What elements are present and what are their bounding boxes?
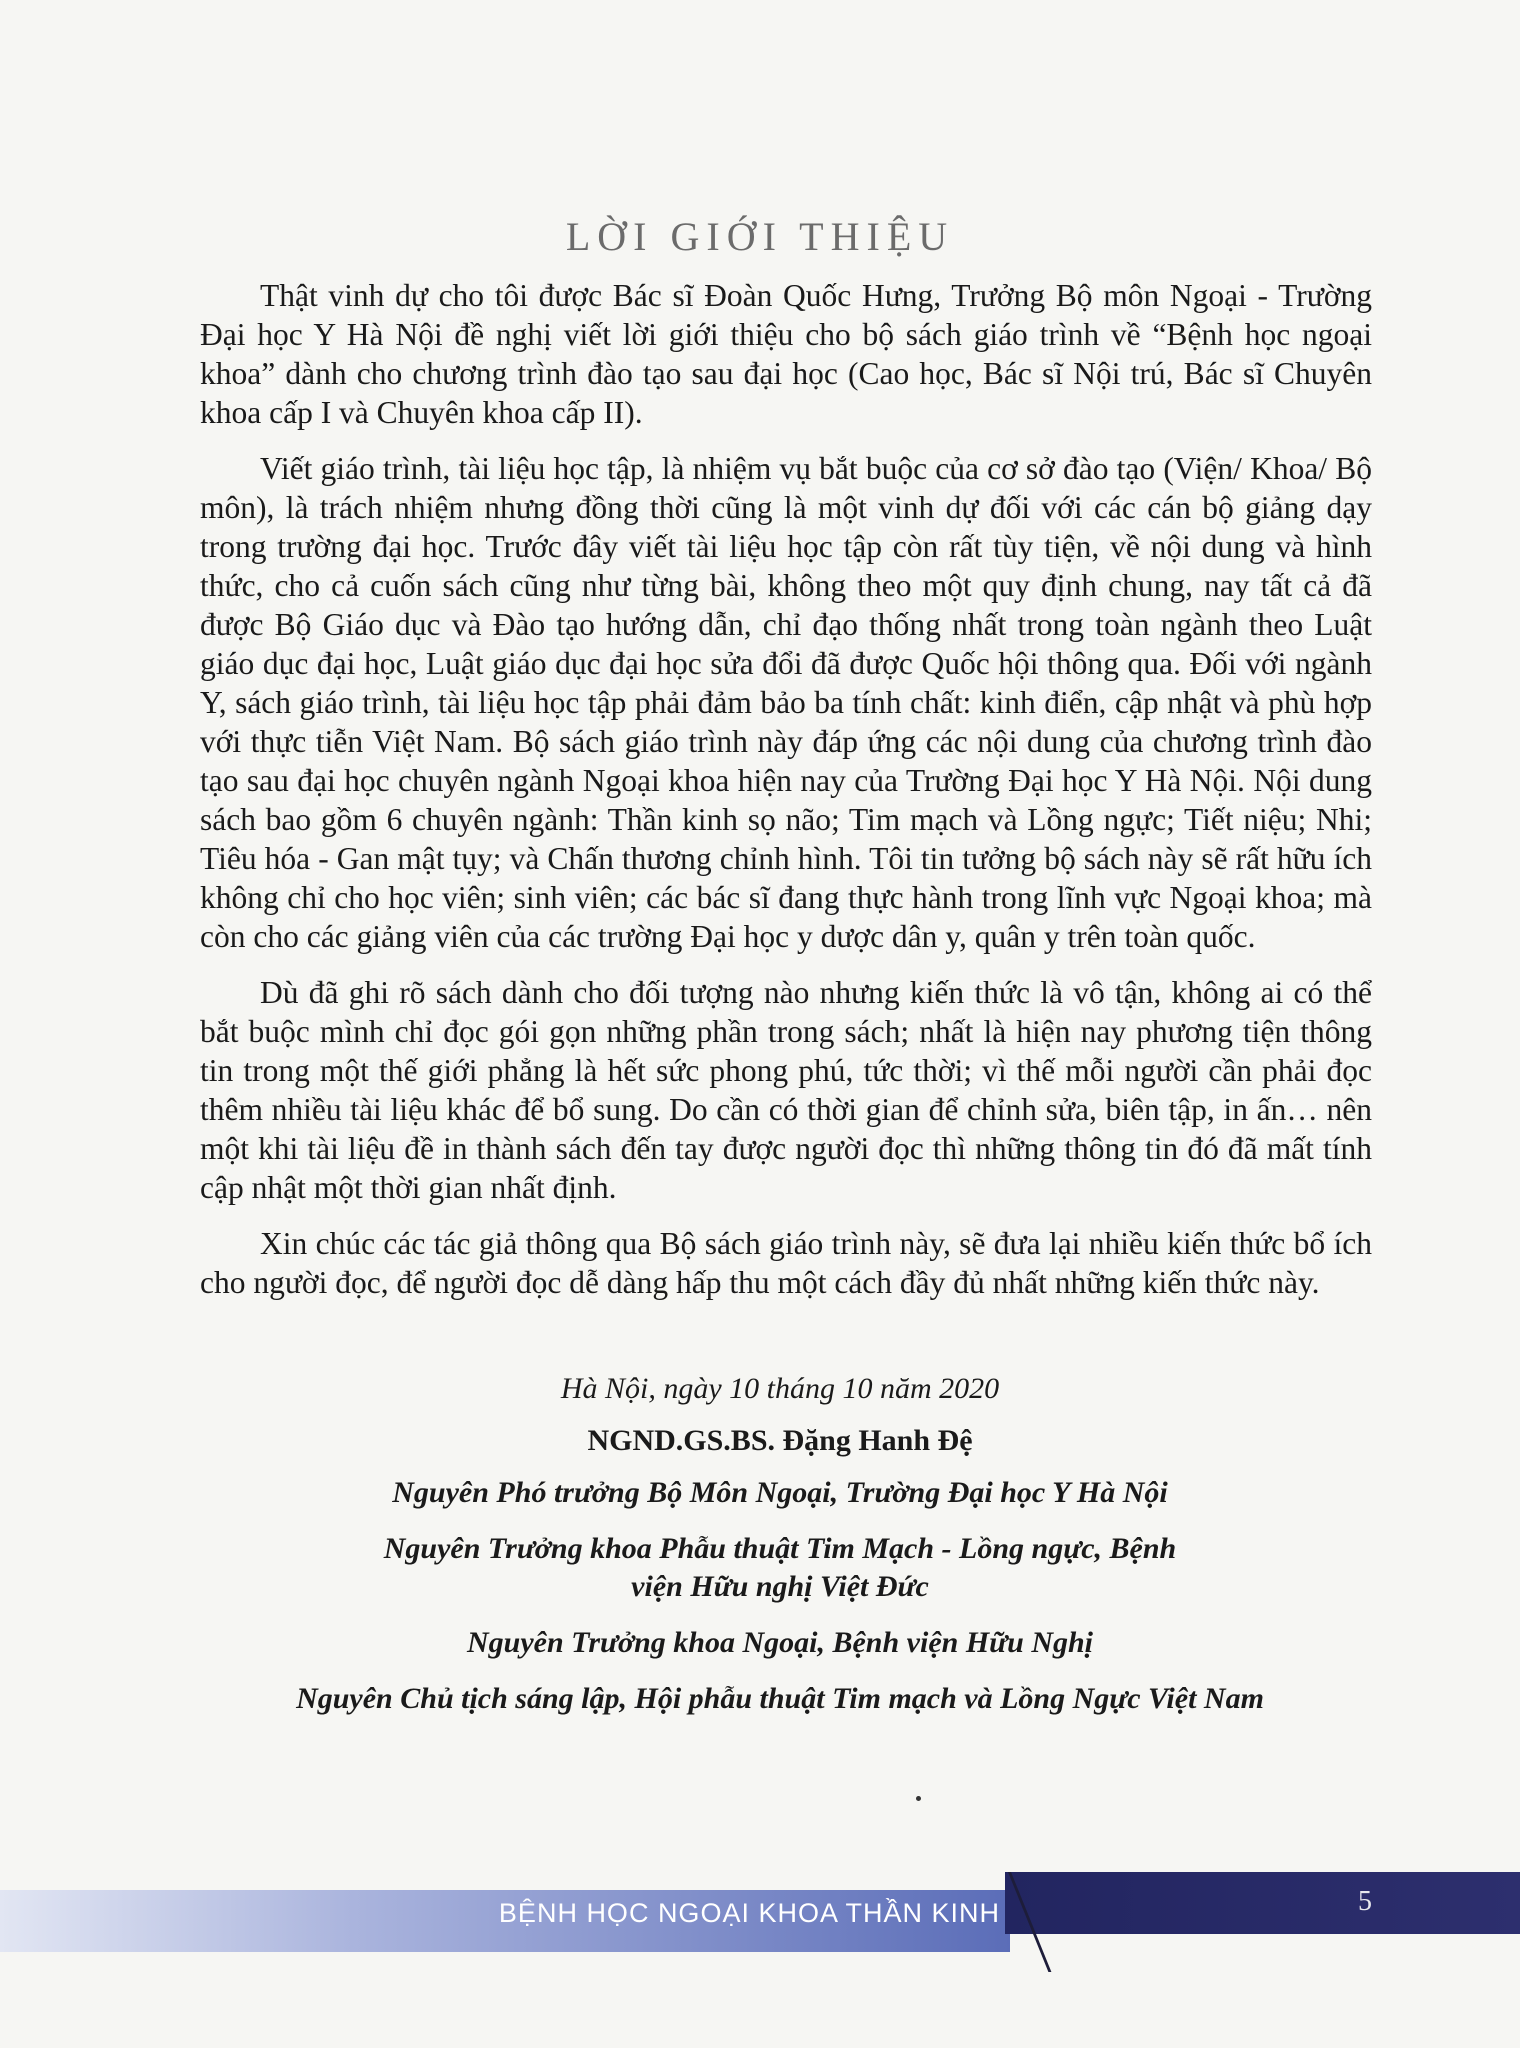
paragraph: Xin chúc các tác giả thông qua Bộ sách giáo trình này, sẽ đưa lại nhiều kiến thức bổ ích cho người đọc, để người đọc dễ dàng hấp thu một cách đầy đủ nhất những kiến thức này. xyxy=(200,1226,1372,1300)
footer-bar xyxy=(0,1872,1520,1972)
signature-name: NGND.GS.BS. Đặng Hanh Đệ xyxy=(587,1424,973,1457)
signature-date: Hà Nội, ngày 10 tháng 10 năm 2020 xyxy=(560,1372,1000,1405)
signature-role: Nguyên Trưởng khoa Ngoại, Bệnh viện Hữu Nghị xyxy=(466,1626,1093,1659)
footer-book-title: BỆNH HỌC NGOẠI KHOA THẦN KINH xyxy=(498,1898,1000,1928)
paragraph: Thật vinh dự cho tôi được Bác sĩ Đoàn Quốc Hưng, Trưởng Bộ môn Ngoại - Trường Đại học Y Hà Nội đề nghị viết lời giới thiệu cho bộ sách giáo trình về “Bệnh học ngoại khoa” dành cho chương trình đào tạo sau đại học (Cao học, Bác sĩ Nội trú, Bác sĩ Chuyên khoa cấp I và Chuyên khoa cấp II). xyxy=(200,278,1372,430)
paragraph: Viết giáo trình, tài liệu học tập, là nhiệm vụ bắt buộc của cơ sở đào tạo (Viện/ Khoa/ Bộ môn), là trách nhiệm nhưng đồng thời cũng là một vinh dự đối với các cán bộ giảng dạy trong trường đại học. Trước đây viết tài liệu học tập còn rất tùy tiện, về nội dung và hình thức, cho cả cuốn sách cũng như từng bài, không theo một quy định chung, nay tất cả đã được Bộ Giáo dục và Đào tạo hướng dẫn, chỉ đạo thống nhất trong toàn ngành theo Luật giáo dục đại học, Luật giáo dục đại học sửa đổi đã được Quốc hội thông qua. Đối với ngành Y, sách giáo trình, tài liệu học tập phải đảm bảo ba tính chất: kinh điển, cập nhật và phù hợp với thực tiễn Việt Nam. Bộ sách giáo trình này đáp ứng các nội dung của chương trình đào tạo sau đại học chuyên ngành Ngoại khoa hiện nay của Trường Đại học Y Hà Nội. Nội dung sách bao gồm 6 chuyên ngành: Thần kinh sọ não; Tim mạch và Lồng ngực; Tiết niệu; Nhi; Tiêu hóa - Gan mật tụy; và Chấn thương chỉnh hình. Tôi tin tưởng bộ sách này sẽ rất hữu ích không chỉ cho học viên; sinh viên; các bác sĩ đang thực hành trong lĩnh vực Ngoại khoa; mà còn cho các giảng viên của các trường Đại học y dược dân y, quân y trên toàn quốc. xyxy=(200,451,1372,954)
page-number: 5 xyxy=(1358,1886,1372,1917)
signature-role: Nguyên Chủ tịch sáng lập, Hội phẫu thuật Tim mạch và Lồng Ngực Việt Nam xyxy=(296,1682,1264,1715)
signature-block xyxy=(150,1370,1410,1736)
introduction-body xyxy=(200,276,1372,1319)
signature-role: Nguyên Trưởng khoa Phẫu thuật Tim Mạch - Lồng ngực, Bệnh viện Hữu nghị Việt Đức xyxy=(383,1532,1177,1603)
paragraph: Dù đã ghi rõ sách dành cho đối tượng nào nhưng kiến thức là vô tận, không ai có thể bắt buộc mình chỉ đọc gói gọn những phần trong sách; nhất là hiện nay phương tiện thông tin trong một thế giới phẳng là hết sức phong phú, tức thời; vì thế mỗi người cần phải đọc thêm nhiều tài liệu khác để bổ sung. Do cần có thời gian để chỉnh sửa, biên tập, in ấn… nên một khi tài liệu đề in thành sách đến tay được người đọc thì những thông tin đó đã mất tính cập nhật một thời gian nhất định. xyxy=(200,975,1372,1205)
page-title: LỜI GIỚI THIỆU xyxy=(565,213,955,259)
signature-role: Nguyên Phó trưởng Bộ Môn Ngoại, Trường Đại học Y Hà Nội xyxy=(392,1476,1168,1509)
footer-navy-band xyxy=(1005,1872,1520,1934)
stray-dot xyxy=(916,1796,921,1801)
